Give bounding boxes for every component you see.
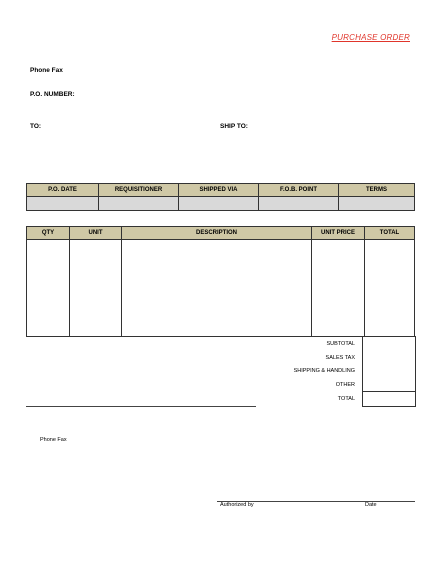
col-unit-price: UNIT PRICE — [312, 227, 365, 240]
summary-totals-box[interactable] — [362, 336, 416, 392]
grand-total-box[interactable] — [362, 391, 416, 407]
total-cell[interactable] — [365, 240, 415, 337]
col-qty: QTY — [27, 227, 70, 240]
unit-price-cell[interactable] — [312, 240, 365, 337]
fob-point-cell[interactable] — [259, 197, 339, 211]
ship-to-label: SHIP TO: — [220, 123, 248, 130]
divider-line — [26, 406, 256, 407]
col-shipped-via: SHIPPED VIA — [179, 184, 259, 197]
footer-phone-fax: Phone Fax — [40, 437, 67, 443]
subtotal-label: SUBTOTAL — [326, 341, 355, 347]
qty-cell[interactable] — [27, 240, 70, 337]
items-table — [26, 226, 415, 337]
phone-fax-label: Phone Fax — [30, 67, 63, 74]
authorized-by-label: Authorized by — [220, 502, 254, 508]
col-po-date: P.O. DATE — [27, 184, 99, 197]
col-terms: TERMS — [339, 184, 415, 197]
po-date-cell[interactable] — [27, 197, 99, 211]
other-label: OTHER — [335, 382, 355, 388]
shipped-via-cell[interactable] — [179, 197, 259, 211]
order-info-table — [26, 183, 415, 211]
description-cell[interactable] — [122, 240, 312, 337]
requisitioner-cell[interactable] — [99, 197, 179, 211]
col-total: TOTAL — [365, 227, 415, 240]
unit-cell[interactable] — [70, 240, 122, 337]
col-fob-point: F.O.B. POINT — [259, 184, 339, 197]
po-number-label: P.O. NUMBER: — [30, 91, 75, 98]
col-unit: UNIT — [70, 227, 122, 240]
sales-tax-label: SALES TAX — [325, 355, 355, 361]
col-requisitioner: REQUISITIONER — [99, 184, 179, 197]
col-description: DESCRIPTION — [122, 227, 312, 240]
total-label: TOTAL — [337, 396, 355, 402]
document-title: PURCHASE ORDER — [331, 33, 410, 42]
date-label: Date — [365, 502, 377, 508]
to-label: TO: — [30, 123, 42, 130]
shipping-label: SHIPPING & HANDLING — [293, 368, 355, 374]
terms-cell[interactable] — [339, 197, 415, 211]
